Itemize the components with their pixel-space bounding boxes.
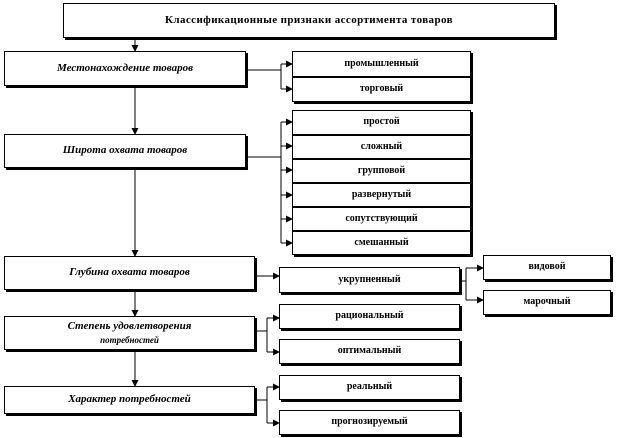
- value-complex-label: сложный: [360, 140, 403, 152]
- criterion-location-label: Местонахождение товаров: [56, 61, 194, 74]
- value-rational: [279, 304, 460, 329]
- criterion-depth: [4, 256, 255, 290]
- value-mixed: [292, 231, 471, 255]
- value-enlarged-label: укрупненный: [338, 273, 401, 285]
- value-expanded: [292, 183, 471, 207]
- value-enlarged: [279, 267, 460, 293]
- value-forecast: [279, 410, 460, 435]
- criterion-needs-label: Характер потребностей: [68, 393, 191, 406]
- value-group: [292, 159, 471, 183]
- value-trade: [292, 77, 471, 102]
- value-real-label: реальный: [346, 381, 393, 393]
- value-brand-label: марочный: [523, 296, 571, 308]
- value-related: [292, 207, 471, 231]
- value-related-label: сопутствующий: [345, 212, 418, 224]
- value-industrial: [292, 51, 471, 77]
- diagram-title-text: Классификационные признаки ассортимента товаров: [165, 13, 453, 26]
- diagram-title: [63, 3, 555, 38]
- value-simple-label: простой: [363, 116, 400, 128]
- value-forecast-label: прогнозируемый: [331, 416, 408, 428]
- value-complex: [292, 135, 471, 159]
- criterion-needs: [4, 386, 255, 414]
- value-trade-label: торговый: [359, 83, 404, 95]
- criterion-location: [4, 51, 246, 86]
- value-species: [483, 255, 611, 280]
- criterion-depth-label: Глубина охвата товаров: [69, 266, 190, 279]
- value-optimal-label: оптимальный: [337, 345, 402, 357]
- criterion-satisfaction-label-sub: потребностей: [100, 334, 159, 345]
- value-species-label: видовой: [528, 261, 566, 273]
- value-brand: [483, 290, 611, 315]
- criterion-satisfaction-label: Степень удовлетворения: [67, 320, 192, 332]
- value-expanded-label: развернутый: [351, 188, 412, 200]
- value-rational-label: рациональный: [335, 310, 404, 322]
- value-industrial-label: промышленный: [344, 57, 419, 69]
- value-simple: [292, 110, 471, 135]
- criterion-satisfaction: [4, 316, 255, 350]
- criterion-breadth-label: Широта охвата товаров: [62, 144, 188, 157]
- value-mixed-label: смешанный: [354, 236, 409, 248]
- value-real: [279, 375, 460, 400]
- value-group-label: групповой: [357, 164, 406, 176]
- value-optimal: [279, 339, 460, 364]
- criterion-breadth: [4, 134, 246, 168]
